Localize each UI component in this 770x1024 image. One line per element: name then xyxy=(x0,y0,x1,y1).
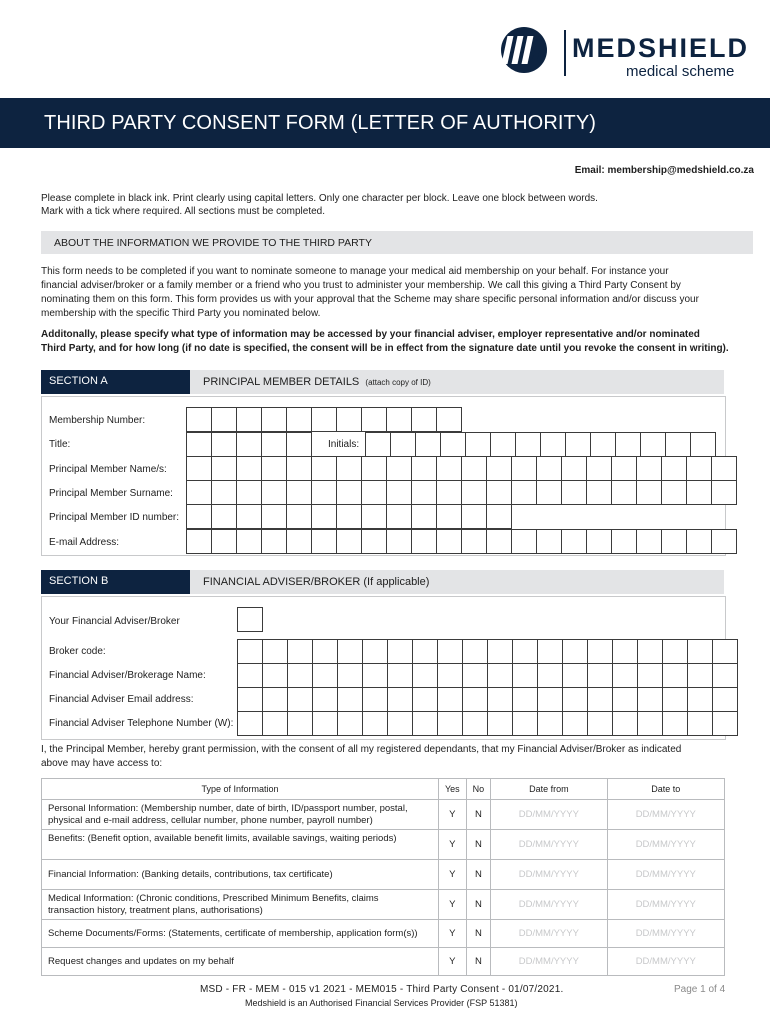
info-type-line: Benefits: (Benefit option, available benefit limits, available savings, waiting periods) xyxy=(48,833,397,844)
yes-option[interactable]: Y xyxy=(438,920,466,948)
table-row xyxy=(42,948,725,976)
info-type-line: physical and e-mail address, cellular number, phone number, payroll number) xyxy=(48,815,373,826)
adviser-email-field[interactable] xyxy=(237,687,737,712)
date-to-field[interactable]: DD/MM/YYYY xyxy=(607,800,724,830)
about-paragraph-line: nominating them on this form. This form provides us with your approval that the Scheme may share specific personal information and/or discuss your xyxy=(41,294,699,305)
surname-label: Principal Member Surname: xyxy=(49,488,173,499)
broker-code-label: Broker code: xyxy=(49,646,106,657)
contact-email[interactable]: Email: membership@medshield.co.za xyxy=(574,165,754,176)
info-type-cell xyxy=(42,920,439,948)
names-field[interactable] xyxy=(186,456,736,481)
info-type-line: Scheme Documents/Forms: (Statements, certificate of membership, application form(s)) xyxy=(48,927,418,939)
broker-code-field[interactable] xyxy=(237,639,737,664)
yes-option[interactable]: Y xyxy=(438,948,466,976)
logo-divider xyxy=(564,30,566,76)
about-heading: ABOUT THE INFORMATION WE PROVIDE TO THE THIRD PARTY xyxy=(54,237,372,249)
adviser-label: Your Financial Adviser/Broker xyxy=(49,616,180,627)
yes-option[interactable]: Y xyxy=(438,800,466,830)
initials-label: Initials: xyxy=(328,439,360,450)
brand-subtitle: medical scheme xyxy=(626,63,735,80)
yes-option[interactable]: Y xyxy=(438,860,466,890)
email-label: E-mail Address: xyxy=(49,537,120,548)
page-number: Page 1 of 4 xyxy=(674,984,726,995)
membership-number-field[interactable] xyxy=(186,407,461,432)
medshield-logo-icon xyxy=(500,24,554,76)
id-number-field[interactable] xyxy=(186,504,511,529)
email-field[interactable] xyxy=(186,529,736,554)
about-paragraph-line: This form needs to be completed if you want to nominate someone to manage your medical aid membership on your behalf. For instance your xyxy=(41,266,669,277)
section-a-label: SECTION A xyxy=(41,370,190,394)
table-row xyxy=(42,830,725,860)
yes-option[interactable]: Y xyxy=(438,890,466,920)
no-option[interactable]: N xyxy=(466,860,491,890)
date-from-field[interactable]: DD/MM/YYYY xyxy=(491,948,607,976)
initials-field[interactable] xyxy=(365,432,715,457)
header-date-to: Date to xyxy=(607,779,724,800)
form-title: THIRD PARTY CONSENT FORM (LETTER OF AUTHORITY) xyxy=(44,112,597,134)
permissions-table xyxy=(41,778,725,976)
table-header-row xyxy=(42,779,725,800)
date-to-field[interactable]: DD/MM/YYYY xyxy=(607,830,724,860)
date-from-field[interactable]: DD/MM/YYYY xyxy=(491,860,607,890)
instructions-line-2: Mark with a tick where required. All sections must be completed. xyxy=(41,206,326,217)
brand-name: MEDSHIELD xyxy=(572,33,750,63)
instructions-line-1: Please complete in black ink. Print clearly using capital letters. Only one character per block. Leave one block between words. xyxy=(41,193,598,204)
surname-field[interactable] xyxy=(186,480,736,505)
no-option[interactable]: N xyxy=(466,830,491,860)
date-from-field[interactable]: DD/MM/YYYY xyxy=(491,800,607,830)
adviser-checkbox[interactable] xyxy=(237,607,262,632)
adviser-phone-field[interactable] xyxy=(237,711,737,736)
info-type-cell xyxy=(42,800,439,830)
header-no: No xyxy=(466,779,491,800)
about-paragraph-line: membership with the specific Third Party you nominated below. xyxy=(41,308,321,319)
table-row xyxy=(42,860,725,890)
date-from-field[interactable]: DD/MM/YYYY xyxy=(491,920,607,948)
grant-statement-line: I, the Principal Member, hereby grant permission, with the consent of all my registered dependants, that my Financial Adviser/Broker as indicated xyxy=(41,744,682,755)
no-option[interactable]: N xyxy=(466,890,491,920)
about-additional-line: Additonally, please specify what type of information may be accessed by your financial adviser, employer representative and/or nominated xyxy=(41,329,700,340)
names-label: Principal Member Name/s: xyxy=(49,464,167,475)
adviser-email-label: Financial Adviser Email address: xyxy=(49,694,194,705)
id-number-label: Principal Member ID number: xyxy=(49,512,180,523)
footer-reference: MSD - FR - MEM - 015 v1 2021 - MEM015 - Third Party Consent - 01/07/2021. xyxy=(200,984,564,995)
info-type-line: transaction history, treatment plans, authorisations) xyxy=(48,905,263,916)
section-b-label: SECTION B xyxy=(41,570,190,594)
date-to-field[interactable]: DD/MM/YYYY xyxy=(607,860,724,890)
about-paragraph-line: financial adviser/broker or a family member or a friend who you trust to administer your membership. We call this giving a Third Party Consent by xyxy=(41,280,681,291)
table-row xyxy=(42,890,725,920)
adviser-phone-label: Financial Adviser Telephone Number (W): xyxy=(49,718,234,729)
info-type-line: Personal Information: (Membership number, date of birth, ID/passport number, postal, xyxy=(48,803,408,814)
yes-option[interactable]: Y xyxy=(438,830,466,860)
brokerage-name-label: Financial Adviser/Brokerage Name: xyxy=(49,670,206,681)
table-row xyxy=(42,920,725,948)
date-to-field[interactable]: DD/MM/YYYY xyxy=(607,948,724,976)
no-option[interactable]: N xyxy=(466,800,491,830)
table-row xyxy=(42,800,725,830)
no-option[interactable]: N xyxy=(466,920,491,948)
about-additional-line: Third Party, and for how long (if no date is specified, the consent will be in effect from the signature date until you revoke the consent in writing). xyxy=(41,343,729,354)
date-from-field[interactable]: DD/MM/YYYY xyxy=(491,890,607,920)
brokerage-name-field[interactable] xyxy=(237,663,737,688)
grant-statement-line: above may have access to: xyxy=(41,758,163,769)
header-yes: Yes xyxy=(438,779,466,800)
membership-number-label: Membership Number: xyxy=(49,415,146,426)
header-type: Type of Information xyxy=(42,779,439,800)
section-b-title: FINANCIAL ADVISER/BROKER (If applicable) xyxy=(203,576,430,588)
date-from-field[interactable]: DD/MM/YYYY xyxy=(491,830,607,860)
info-type-cell xyxy=(42,890,439,920)
section-a-title: PRINCIPAL MEMBER DETAILS (attach copy of ID) xyxy=(203,376,431,388)
date-to-field[interactable]: DD/MM/YYYY xyxy=(607,920,724,948)
title-label: Title: xyxy=(49,439,71,450)
info-type-cell xyxy=(42,860,439,890)
date-to-field[interactable]: DD/MM/YYYY xyxy=(607,890,724,920)
info-type-line: Request changes and updates on my behalf xyxy=(48,955,234,967)
info-type-cell xyxy=(42,948,439,976)
footer-fsp: Medshield is an Authorised Financial Services Provider (FSP 51381) xyxy=(245,998,518,1008)
no-option[interactable]: N xyxy=(466,948,491,976)
header-date-from: Date from xyxy=(491,779,607,800)
info-type-line: Medical Information: (Chronic conditions, Prescribed Minimum Benefits, claims xyxy=(48,893,379,904)
info-type-cell xyxy=(42,830,439,860)
title-field[interactable] xyxy=(186,432,311,457)
info-type-line: Financial Information: (Banking details, contributions, tax certificate) xyxy=(48,868,333,880)
